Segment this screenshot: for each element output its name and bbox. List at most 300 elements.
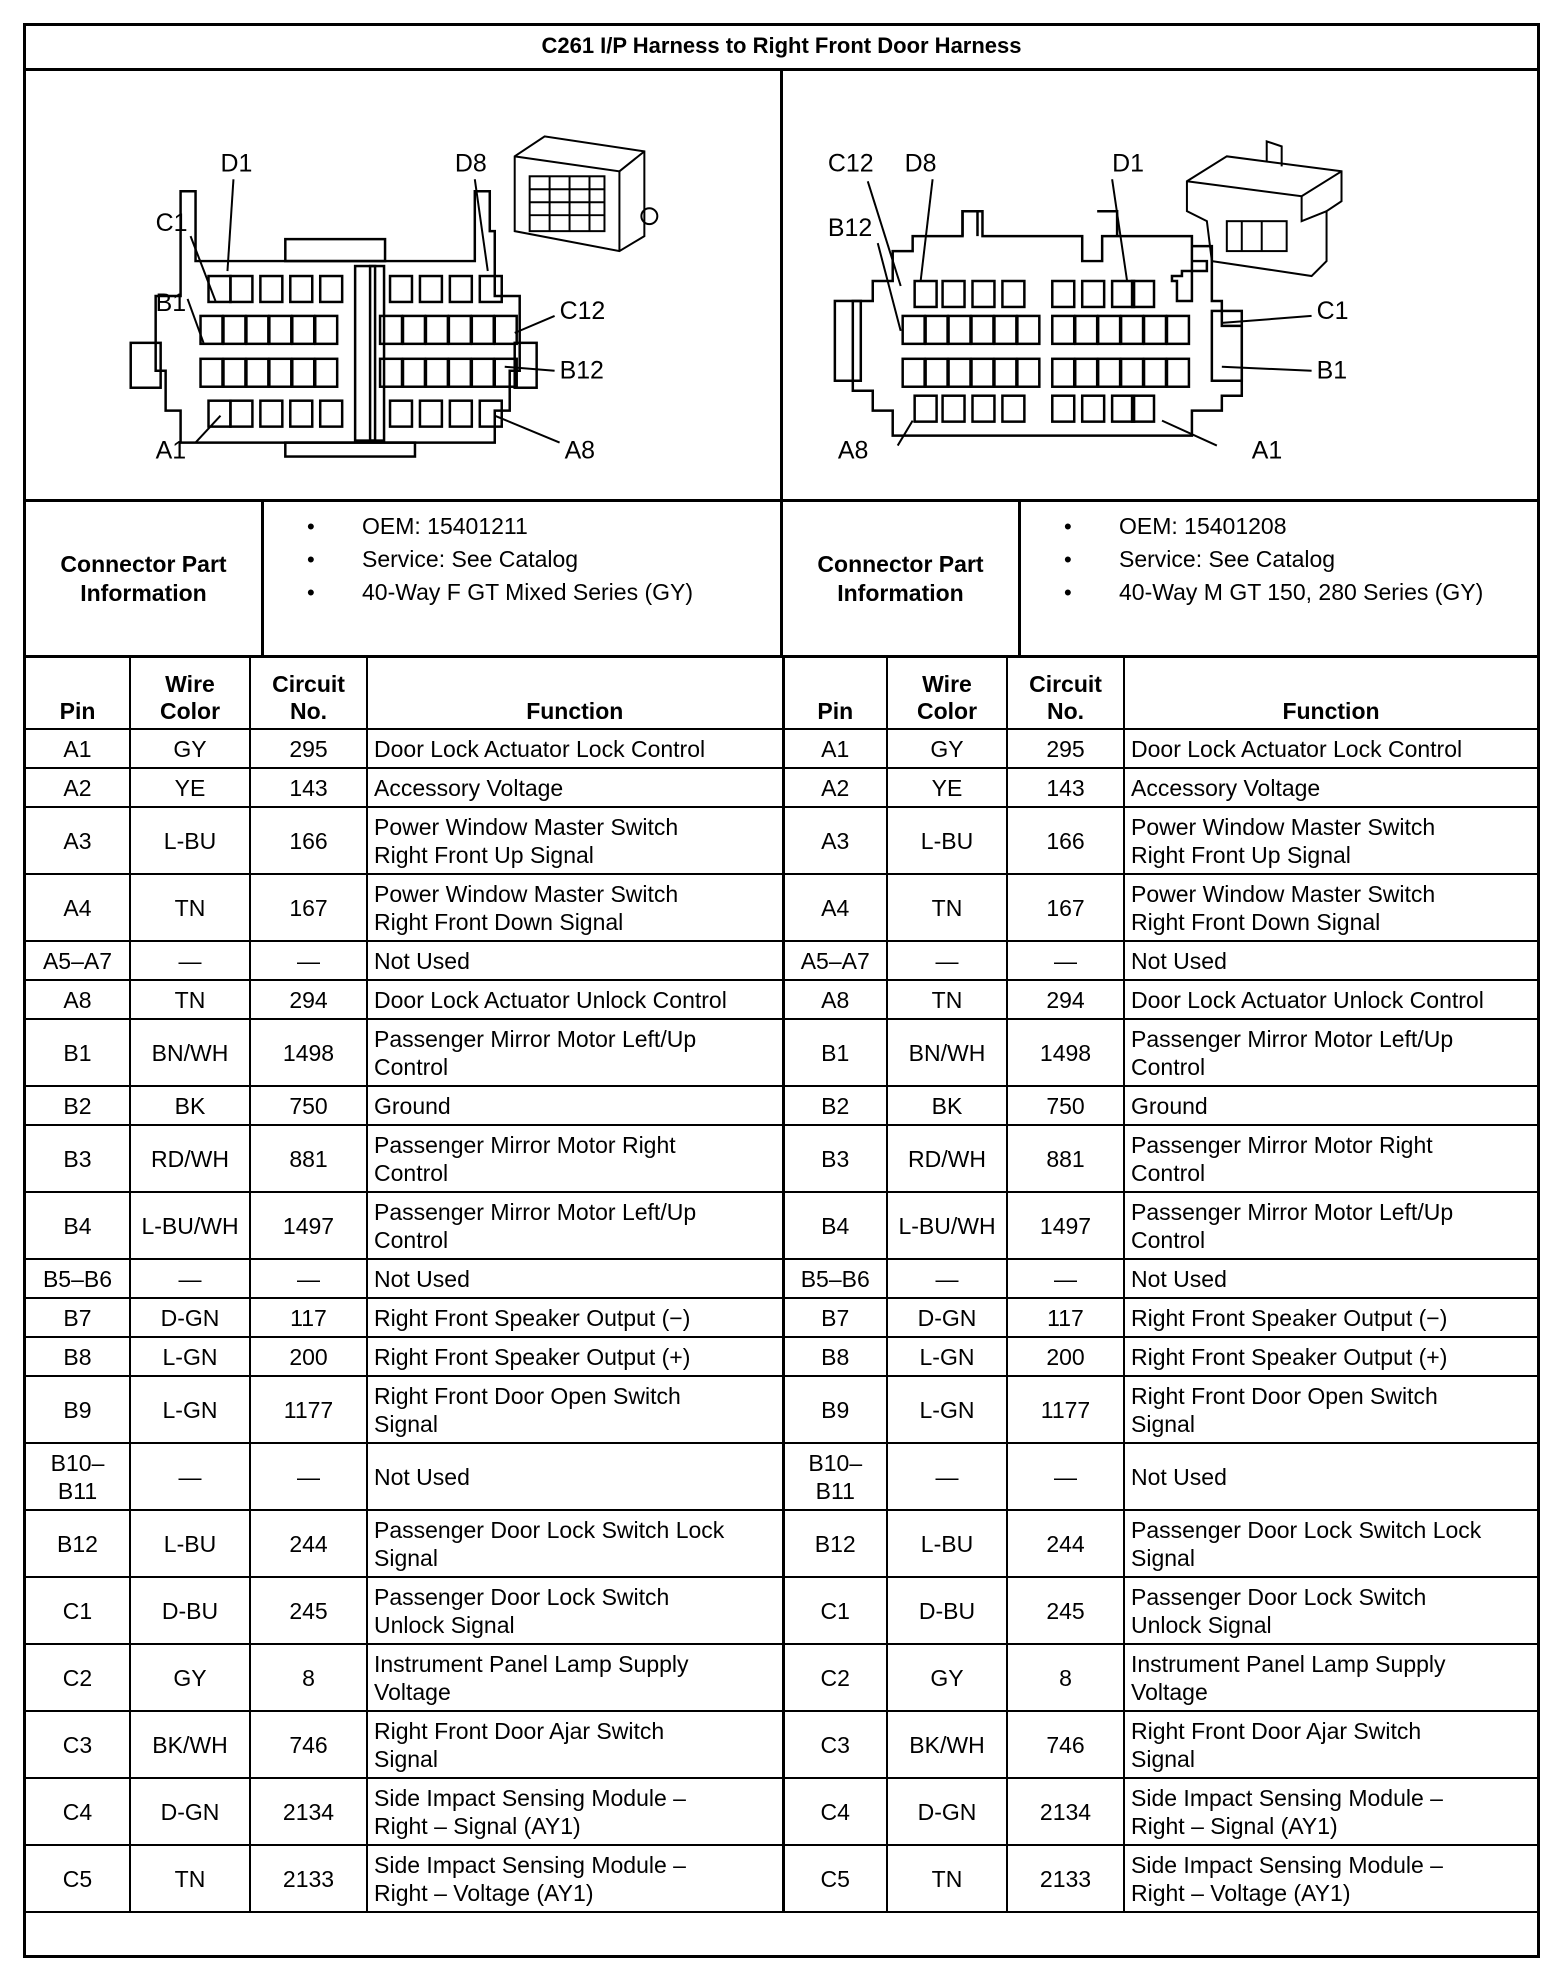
function-line: Right Front Up Signal (374, 841, 594, 868)
table-row (26, 1577, 782, 1644)
table-row (783, 1086, 1537, 1125)
pin-cavity (1052, 281, 1074, 307)
table-row (26, 1510, 782, 1577)
connector-type: • 40-Way M GT 150, 280 Series (GY) (1076, 576, 1537, 609)
function-line: Right Front Down Signal (1131, 908, 1381, 935)
table-row (26, 1845, 782, 1912)
pin-cavity (320, 401, 342, 427)
pin-cavity (292, 316, 314, 344)
pin-cavity (480, 401, 502, 427)
pin-cavity (1002, 281, 1024, 307)
pin-cell: B4 (783, 1192, 887, 1259)
function-cell (367, 1298, 782, 1337)
function-line: Passenger Door Lock Switch Lock (374, 1516, 725, 1543)
function-line: Accessory Voltage (374, 774, 564, 801)
function-cell (367, 1711, 782, 1778)
circuit-cell: 750 (1007, 1086, 1124, 1125)
pin-cell: B10– B11 (783, 1443, 887, 1510)
function-cell (1124, 1577, 1537, 1644)
pin-cavity (209, 401, 231, 427)
wire-color-cell: D-GN (887, 1298, 1007, 1337)
function-cell (367, 768, 782, 807)
pin-cell: A2 (26, 768, 130, 807)
function-line: Signal (1131, 1745, 1195, 1772)
pin-cavity (201, 359, 223, 387)
pin-cavity (246, 359, 268, 387)
circuit-cell: 746 (1007, 1711, 1124, 1778)
pin-cavity (972, 281, 994, 307)
pin-cavity (315, 359, 337, 387)
function-line: Door Lock Actuator Lock Control (374, 735, 706, 762)
pin-cell: A4 (783, 874, 887, 941)
function-cell (1124, 1192, 1537, 1259)
function-line: Right – Voltage (AY1) (1131, 1879, 1351, 1906)
pin-cavity (495, 359, 517, 387)
function-line: Unlock Signal (374, 1611, 515, 1638)
pin-cell: C4 (783, 1778, 887, 1845)
wire-color-cell: L-BU/WH (887, 1192, 1007, 1259)
label-a8: A8 (837, 436, 869, 465)
table-row (26, 1711, 782, 1778)
pin-cell: A2 (783, 768, 887, 807)
table-row (26, 1259, 782, 1298)
wire-color-cell: — (887, 1443, 1007, 1510)
table-row (783, 1192, 1537, 1259)
pin-cavity (1002, 396, 1024, 422)
col-pin: Pin (783, 658, 887, 729)
circuit-cell: 1497 (1007, 1192, 1124, 1259)
function-line: Right Front Door Open Switch (1131, 1382, 1438, 1409)
label-a8: A8 (564, 436, 596, 465)
table-row (783, 1778, 1537, 1845)
wire-color-cell: TN (130, 874, 250, 941)
circuit-cell: 143 (250, 768, 367, 807)
function-line: Control (1131, 1159, 1206, 1186)
function-cell (367, 1778, 782, 1845)
function-cell (1124, 1711, 1537, 1778)
table-row (26, 1443, 782, 1510)
pin-cell: C1 (783, 1577, 887, 1644)
function-line: Control (1131, 1053, 1206, 1080)
table-row (26, 1644, 782, 1711)
function-line: Side Impact Sensing Module – (374, 1851, 686, 1878)
info-list (264, 502, 780, 655)
wire-color-cell: TN (887, 1845, 1007, 1912)
pin-cavity (269, 359, 291, 387)
pin-cell: B9 (26, 1376, 130, 1443)
col-circuit-no: Circuit No. (1007, 658, 1124, 729)
right-leader-lines (868, 179, 1312, 445)
right-connector-iso-icon (1187, 141, 1342, 276)
function-cell (367, 1259, 782, 1298)
pin-cavity (450, 401, 472, 427)
function-line: Right Front Door Ajar Switch (374, 1717, 665, 1744)
table-row (26, 1125, 782, 1192)
pin-cavity (926, 359, 948, 387)
pin-cell: B5–B6 (26, 1259, 130, 1298)
function-line: Passenger Mirror Motor Right (374, 1131, 676, 1158)
function-line: Power Window Master Switch (1131, 880, 1436, 907)
wire-color-cell: GY (130, 729, 250, 768)
pin-cell: B7 (26, 1298, 130, 1337)
function-line: Power Window Master Switch (1131, 813, 1436, 840)
pin-cavity (1112, 396, 1134, 422)
function-cell (367, 1510, 782, 1577)
function-line: Side Impact Sensing Module – (1131, 1851, 1443, 1878)
wire-color-cell: L-BU (887, 1510, 1007, 1577)
function-line: Right – Voltage (AY1) (374, 1879, 594, 1906)
label-d8: D8 (904, 149, 937, 178)
circuit-cell: 1498 (1007, 1019, 1124, 1086)
wire-color-cell: YE (887, 768, 1007, 807)
function-line: Passenger Mirror Motor Right (1131, 1131, 1433, 1158)
connector-diagrams (26, 71, 1537, 502)
circuit-cell: 294 (1007, 980, 1124, 1019)
function-line: Right Front Door Ajar Switch (1131, 1717, 1422, 1744)
pin-cavity (903, 359, 925, 387)
pin-cavity (390, 401, 412, 427)
circuit-cell: 294 (250, 980, 367, 1019)
circuit-cell: 750 (250, 1086, 367, 1125)
pin-cell: B1 (783, 1019, 887, 1086)
wire-color-cell: GY (130, 1644, 250, 1711)
function-line: Right Front Speaker Output (+) (374, 1343, 691, 1370)
function-cell (1124, 1019, 1537, 1086)
function-cell (1124, 1443, 1537, 1510)
table-row (783, 1337, 1537, 1376)
pin-cavity (1082, 281, 1104, 307)
function-line: Voltage (374, 1678, 451, 1705)
table-row (783, 980, 1537, 1019)
circuit-cell: 244 (1007, 1510, 1124, 1577)
info-label: Connector Part Information (26, 502, 264, 655)
function-cell (367, 1086, 782, 1125)
left-connector-diagram (26, 71, 780, 499)
wire-color-cell: L-BU/WH (130, 1192, 250, 1259)
function-line: Instrument Panel Lamp Supply (1131, 1650, 1446, 1677)
table-row (26, 874, 782, 941)
function-cell (367, 1644, 782, 1711)
wire-color-cell: D-GN (887, 1778, 1007, 1845)
wire-color-cell: L-BU (130, 1510, 250, 1577)
pin-cavity (426, 316, 448, 344)
left-pin-cavities (201, 276, 517, 427)
pin-cavity (1132, 396, 1154, 422)
circuit-cell: 117 (250, 1298, 367, 1337)
wire-color-cell: L-GN (130, 1376, 250, 1443)
pin-cavity (420, 401, 442, 427)
pin-cavity (1075, 359, 1097, 387)
connector-type: • 40-Way F GT Mixed Series (GY) (319, 576, 780, 609)
pin-cavity (994, 359, 1016, 387)
circuit-cell: 2134 (1007, 1778, 1124, 1845)
wire-color-cell: L-GN (887, 1337, 1007, 1376)
function-line: Signal (1131, 1544, 1195, 1571)
function-line: Right Front Down Signal (374, 908, 624, 935)
table-row (26, 729, 782, 768)
pin-cavity (1167, 359, 1189, 387)
label-b1: B1 (155, 288, 187, 317)
right-connector-face-drawing (783, 71, 1537, 499)
pin-cavity (1112, 281, 1134, 307)
pin-cell: A3 (783, 807, 887, 874)
pin-cell: A3 (26, 807, 130, 874)
wire-color-cell: D-GN (130, 1298, 250, 1337)
pin-cavity (450, 276, 472, 302)
table-row (26, 1019, 782, 1086)
label-c1: C1 (155, 209, 188, 238)
circuit-cell: 2133 (1007, 1845, 1124, 1912)
pin-cell: A4 (26, 874, 130, 941)
function-cell (367, 1192, 782, 1259)
table-row (783, 1845, 1537, 1912)
right-pin-cavities (903, 281, 1189, 422)
function-line: Signal (1131, 1410, 1195, 1437)
pin-cavity (403, 359, 425, 387)
function-cell (1124, 874, 1537, 941)
table-row (26, 1778, 782, 1845)
col-function: Function (367, 658, 782, 729)
pin-cell: B7 (783, 1298, 887, 1337)
pin-cavity (292, 359, 314, 387)
pin-cell: B2 (26, 1086, 130, 1125)
function-line: Passenger Mirror Motor Left/Up (374, 1198, 697, 1225)
function-line: Door Lock Actuator Unlock Control (1131, 986, 1484, 1013)
function-line: Side Impact Sensing Module – (374, 1784, 686, 1811)
function-line: Right Front Speaker Output (+) (1131, 1343, 1448, 1370)
function-cell (367, 1019, 782, 1086)
pin-cavity (260, 401, 282, 427)
pin-cavity (1167, 316, 1189, 344)
wire-color-cell: YE (130, 768, 250, 807)
function-line: Not Used (1131, 947, 1227, 974)
table-row (783, 1125, 1537, 1192)
wire-color-cell: TN (887, 874, 1007, 941)
circuit-cell: 295 (1007, 729, 1124, 768)
circuit-cell: 8 (1007, 1644, 1124, 1711)
wire-color-cell: TN (130, 980, 250, 1019)
function-line: Voltage (1131, 1678, 1208, 1705)
circuit-cell: 245 (1007, 1577, 1124, 1644)
wire-color-cell: GY (887, 1644, 1007, 1711)
label-b12: B12 (559, 356, 604, 385)
pin-cavity (926, 316, 948, 344)
pin-cavity (994, 316, 1016, 344)
pin-cavity (290, 401, 312, 427)
function-line: Passenger Mirror Motor Left/Up (374, 1025, 697, 1052)
function-cell (367, 1577, 782, 1644)
pin-cavity (269, 316, 291, 344)
oem-number: • OEM: 15401211 (319, 510, 780, 543)
function-cell (1124, 807, 1537, 874)
table-row (783, 941, 1537, 980)
wire-color-cell: BK/WH (130, 1711, 250, 1778)
label-b12: B12 (827, 214, 873, 243)
circuit-cell: 881 (250, 1125, 367, 1192)
function-line: Side Impact Sensing Module – (1131, 1784, 1443, 1811)
pin-cell: C3 (26, 1711, 130, 1778)
table-row (783, 1443, 1537, 1510)
left-leader-lines (188, 179, 560, 442)
label-b1: B1 (1316, 356, 1348, 385)
info-list (1021, 502, 1537, 655)
pin-cavity (1075, 316, 1097, 344)
pin-cavity (315, 316, 337, 344)
table-row (26, 1337, 782, 1376)
pin-cavity (1052, 316, 1074, 344)
table-row (783, 1644, 1537, 1711)
circuit-cell: 143 (1007, 768, 1124, 807)
pin-cell: A8 (26, 980, 130, 1019)
wire-color-cell: L-BU (887, 807, 1007, 874)
left-pinout-table (26, 658, 782, 1913)
pin-cavity (1098, 359, 1120, 387)
pin-cavity (1052, 359, 1074, 387)
pin-cell: C2 (783, 1644, 887, 1711)
pin-cavity (403, 316, 425, 344)
function-line: Passenger Door Lock Switch (1131, 1583, 1427, 1610)
wire-color-cell: D-BU (130, 1577, 250, 1644)
pin-cavity (223, 359, 245, 387)
circuit-cell: — (1007, 1443, 1124, 1510)
circuit-cell: 166 (1007, 807, 1124, 874)
col-pin: Pin (26, 658, 130, 729)
pin-cell: B3 (26, 1125, 130, 1192)
wire-color-cell: D-GN (130, 1778, 250, 1845)
function-line: Door Lock Actuator Unlock Control (374, 986, 727, 1013)
pin-cavity (1052, 396, 1074, 422)
function-cell (367, 1376, 782, 1443)
table-row (26, 807, 782, 874)
function-cell (1124, 1376, 1537, 1443)
pin-cell: B8 (783, 1337, 887, 1376)
table-row (26, 1298, 782, 1337)
wire-color-cell: BN/WH (130, 1019, 250, 1086)
pin-cavity (943, 396, 965, 422)
circuit-cell: 1177 (1007, 1376, 1124, 1443)
pin-cavity (495, 316, 517, 344)
label-a1: A1 (1251, 436, 1283, 465)
table-row (26, 980, 782, 1019)
pin-cavity (949, 359, 971, 387)
label-c1: C1 (1316, 296, 1349, 325)
pin-cell: C5 (26, 1845, 130, 1912)
wire-color-cell: RD/WH (887, 1125, 1007, 1192)
table-row (783, 729, 1537, 768)
circuit-cell: — (250, 941, 367, 980)
function-line: Not Used (374, 1463, 470, 1490)
pin-cavity (915, 281, 937, 307)
right-connector-diagram (780, 71, 1537, 499)
pin-cell: B5–B6 (783, 1259, 887, 1298)
function-line: Not Used (1131, 1265, 1227, 1292)
wire-color-cell: BK/WH (887, 1711, 1007, 1778)
left-connector-info (26, 502, 780, 655)
function-cell (1124, 1510, 1537, 1577)
circuit-cell: 166 (250, 807, 367, 874)
pin-cell: B8 (26, 1337, 130, 1376)
function-cell (1124, 980, 1537, 1019)
pin-cavity (1082, 396, 1104, 422)
circuit-cell: — (250, 1259, 367, 1298)
wire-color-cell: TN (887, 980, 1007, 1019)
pin-cell: B10– B11 (26, 1443, 130, 1510)
pin-cell: A8 (783, 980, 887, 1019)
wire-color-cell: — (887, 941, 1007, 980)
wire-color-cell: — (130, 1443, 250, 1510)
pin-cell: B12 (783, 1510, 887, 1577)
circuit-cell: 881 (1007, 1125, 1124, 1192)
table-row (783, 1510, 1537, 1577)
pin-cavity (903, 316, 925, 344)
function-cell (1124, 1086, 1537, 1125)
circuit-cell: 117 (1007, 1298, 1124, 1337)
pin-cavity (972, 316, 994, 344)
table-row (783, 1298, 1537, 1337)
function-line: Unlock Signal (1131, 1611, 1272, 1638)
function-cell (367, 980, 782, 1019)
wire-color-cell: BK (130, 1086, 250, 1125)
circuit-cell: 167 (1007, 874, 1124, 941)
left-connector-face-drawing (26, 71, 780, 499)
pin-cavity (449, 316, 471, 344)
wire-color-cell: TN (130, 1845, 250, 1912)
function-cell (367, 729, 782, 768)
wire-color-cell: — (887, 1259, 1007, 1298)
circuit-cell: 1497 (250, 1192, 367, 1259)
pin-cavity (972, 396, 994, 422)
pin-cavity (1098, 316, 1120, 344)
label-d8: D8 (454, 149, 487, 178)
pin-cavity (230, 276, 252, 302)
pin-cavity (260, 276, 282, 302)
circuit-cell: — (1007, 941, 1124, 980)
function-line: Instrument Panel Lamp Supply (374, 1650, 689, 1677)
wire-color-cell: RD/WH (130, 1125, 250, 1192)
wire-color-cell: BK (887, 1086, 1007, 1125)
pin-cavity (949, 316, 971, 344)
pin-cell: B12 (26, 1510, 130, 1577)
pin-cavity (972, 359, 994, 387)
function-line: Right Front Speaker Output (−) (1131, 1304, 1448, 1331)
function-cell (1124, 1337, 1537, 1376)
label-d1: D1 (220, 149, 253, 178)
pin-cavity (1121, 359, 1143, 387)
wire-color-cell: L-BU (130, 807, 250, 874)
wire-color-cell: D-BU (887, 1577, 1007, 1644)
wire-color-cell: — (130, 941, 250, 980)
circuit-cell: — (250, 1443, 367, 1510)
function-line: Power Window Master Switch (374, 880, 679, 907)
function-line: Control (374, 1159, 449, 1186)
circuit-cell: 1498 (250, 1019, 367, 1086)
function-line: Not Used (1131, 1463, 1227, 1490)
wire-color-cell: GY (887, 729, 1007, 768)
circuit-cell: 295 (250, 729, 367, 768)
function-cell (1124, 1778, 1537, 1845)
function-cell (1124, 729, 1537, 768)
circuit-cell: 200 (1007, 1337, 1124, 1376)
pin-cavity (246, 316, 268, 344)
table-row (783, 874, 1537, 941)
table-row (26, 1376, 782, 1443)
table-row (26, 768, 782, 807)
label-c12: C12 (559, 296, 606, 325)
table-row (783, 1376, 1537, 1443)
oem-number: • OEM: 15401208 (1076, 510, 1537, 543)
table-row (26, 1192, 782, 1259)
info-label: Connector Part Information (783, 502, 1021, 655)
